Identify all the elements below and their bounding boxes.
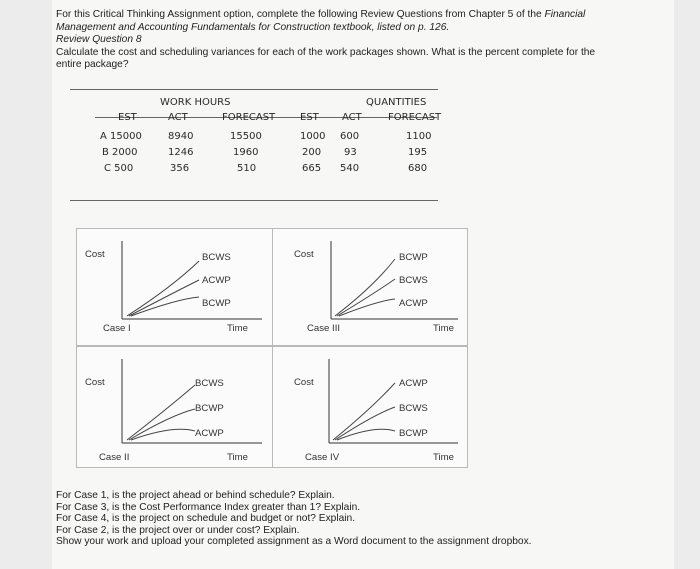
case-2-curve-acwp — [131, 429, 195, 440]
case-1-panel — [76, 228, 274, 346]
case-2-panel — [76, 346, 274, 468]
submission-instruction: Show your work and upload your completed assignment as a Word document to the assignment dropbox. — [56, 536, 532, 548]
case-3-label-acwp: ACWP — [399, 298, 428, 309]
row-a-q-est: 1000 — [300, 131, 326, 142]
case-2-graph — [77, 347, 273, 467]
case-4-label-acwp: ACWP — [399, 378, 428, 389]
case-3-panel — [272, 228, 468, 346]
case-3-curve-bcws — [337, 279, 395, 316]
case-3-curve-bcwp — [335, 259, 395, 316]
case-4-curve-bcwp — [337, 429, 395, 440]
instruction-line-3: Calculate the cost and scheduling variances for each of the work packages shown. What is the percent complete for the — [56, 46, 596, 58]
row-c-act: 356 — [170, 163, 190, 174]
row-c-q-forecast: 680 — [408, 163, 428, 174]
case-2-cost-label: Cost — [85, 377, 105, 388]
row-b-q-act: 93 — [344, 147, 357, 158]
case-2-curve-bcwp — [129, 409, 195, 440]
row-c-q-act: 540 — [340, 163, 360, 174]
case-4-name: Case IV — [305, 452, 340, 463]
row-a-label: A 15000 — [100, 131, 142, 142]
question-case-3: For Case 3, is the Cost Performance Index greater than 1? Explain. — [56, 501, 361, 513]
case-1-time-label: Time — [227, 323, 248, 334]
question-case-4: For Case 4, is the project on schedule and budget or not? Explain. — [56, 513, 356, 525]
case-1-curve-acwp — [129, 280, 199, 316]
case-1-curve-bcws — [127, 261, 199, 316]
col-header-est: EST — [118, 112, 137, 123]
case-3-cost-label: Cost — [294, 249, 314, 260]
row-c-q-est: 665 — [302, 163, 322, 174]
work-package-table — [70, 90, 440, 202]
case-1-label-acwp: ACWP — [202, 275, 231, 286]
col-header-forecast: FORECAST — [222, 112, 276, 123]
review-question-label: Review Question 8 — [56, 34, 142, 46]
case-2-time-label: Time — [227, 452, 248, 463]
instruction-line-4: entire package? — [56, 59, 129, 71]
row-b-label: B 2000 — [102, 147, 138, 158]
case-3-label-bcwp: BCWP — [399, 252, 428, 263]
row-a-forecast: 15500 — [230, 131, 262, 142]
case-4-time-label: Time — [433, 452, 454, 463]
case-1-name: Case I — [103, 323, 131, 334]
table-top-rule — [70, 89, 438, 90]
case-4-label-bcwp: BCWP — [399, 428, 428, 439]
case-4-graph — [273, 347, 467, 467]
col-header-q-forecast: FORECAST — [388, 112, 442, 123]
case-1-cost-label: Cost — [85, 249, 105, 260]
case-2-label-bcwp: BCWP — [195, 403, 224, 414]
assignment-instructions — [56, 9, 666, 72]
instruction-line-1 — [56, 9, 666, 22]
case-3-name: Case III — [307, 323, 341, 334]
row-b-act: 1246 — [168, 147, 194, 158]
row-a-act: 8940 — [168, 131, 194, 142]
question-case-1: For Case 1, is the project ahead or behind schedule? Explain. — [56, 490, 335, 501]
instruction-text-1-italic: Financial — [544, 9, 586, 20]
case-3-time-label: Time — [433, 323, 454, 334]
group-header-work-hours: WORK HOURS — [160, 97, 231, 108]
case-4-panel — [272, 346, 468, 468]
row-b-q-est: 200 — [302, 147, 322, 158]
row-c-forecast: 510 — [237, 163, 257, 174]
col-header-q-est: EST — [300, 112, 319, 123]
row-a-q-act: 600 — [340, 131, 360, 142]
case-4-label-bcws: BCWS — [399, 403, 428, 414]
case-2-label-acwp: ACWP — [195, 428, 224, 439]
row-b-q-forecast: 195 — [408, 147, 428, 158]
col-header-q-act: ACT — [342, 112, 362, 123]
row-c-label: C 500 — [104, 163, 134, 174]
instruction-line-2: Management and Accounting Fundamentals for Construction textbook, listed on p. 126. — [56, 21, 450, 33]
case-3-label-bcws: BCWS — [399, 275, 428, 286]
case-1-label-bcwp: BCWP — [202, 298, 231, 309]
case-questions — [56, 490, 532, 548]
case-4-cost-label: Cost — [294, 377, 314, 388]
question-case-2: For Case 2, is the project over or under cost? Explain. — [56, 524, 300, 536]
table-bottom-rule — [70, 200, 438, 201]
row-a-q-forecast: 1100 — [406, 131, 432, 142]
instruction-text-1: For this Critical Thinking Assignment option, complete the following Review Questions from Chapter 5 of the — [56, 9, 542, 20]
group-header-quantities: QUANTITIES — [366, 97, 427, 108]
case-2-label-bcws: BCWS — [195, 378, 224, 389]
row-b-forecast: 1960 — [233, 147, 259, 158]
col-header-act: ACT — [168, 112, 188, 123]
case-2-name: Case II — [99, 452, 130, 463]
case-3-curve-acwp — [339, 299, 395, 316]
case-1-label-bcws: BCWS — [202, 252, 231, 263]
